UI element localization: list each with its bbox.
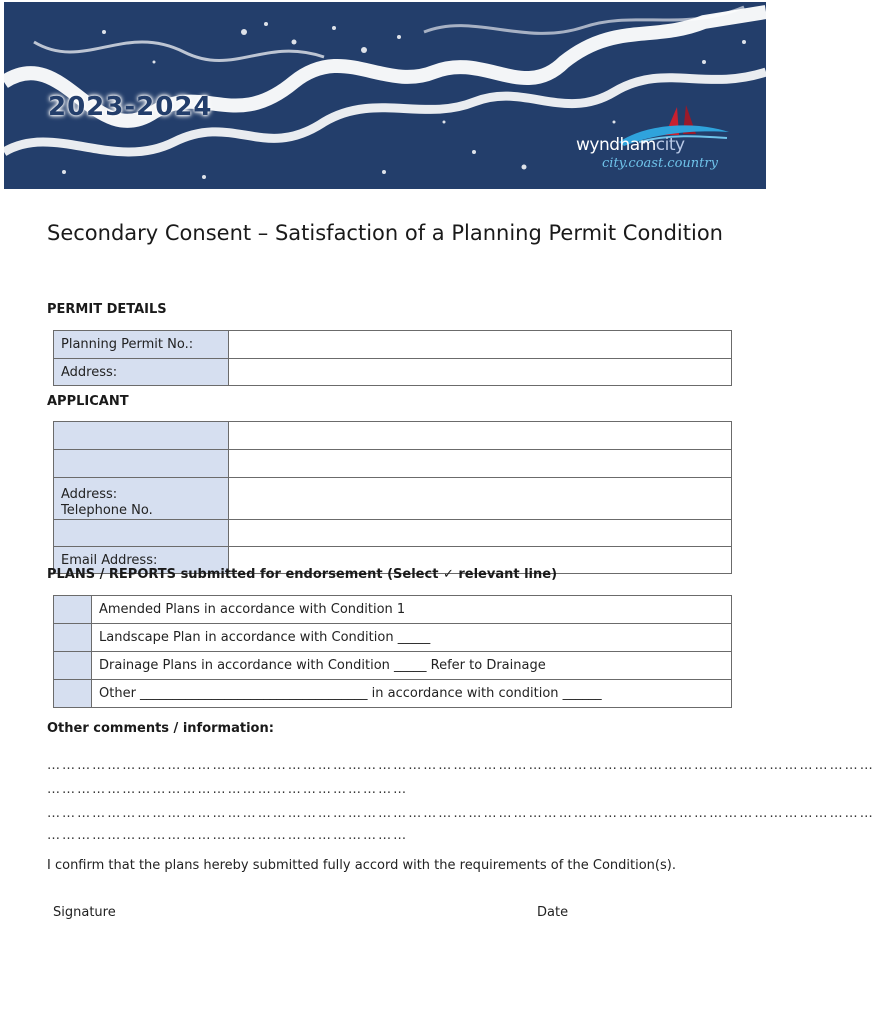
- address-label: Address:: [61, 487, 118, 502]
- table-row: [54, 422, 732, 450]
- plan-option-label: Other ___________________________________ in accordance with condition ______: [92, 680, 732, 708]
- table-row: [54, 596, 732, 624]
- wyndham-city-logo: [569, 102, 739, 182]
- plans-heading: PLANS / REPORTS submitted for endorsement (Select ✓ relevant line): [47, 567, 558, 582]
- date-label: Date: [537, 905, 569, 920]
- field-label: Planning Permit No.:: [54, 331, 229, 359]
- applicant-address-field[interactable]: [229, 478, 732, 520]
- table-row: [54, 652, 732, 680]
- comments-heading: Other comments / information:: [47, 721, 274, 736]
- table-row: [54, 450, 732, 478]
- table-row: [54, 359, 732, 386]
- field-label: [54, 478, 229, 520]
- logo-tagline: city.coast.country: [602, 156, 718, 171]
- confirmation-text: I confirm that the plans hereby submitted fully accord with the requirements of the Condition(s).: [47, 858, 676, 873]
- applicant-table: [53, 421, 732, 574]
- table-row: [54, 624, 732, 652]
- applicant-heading: APPLICANT: [47, 394, 129, 409]
- plan-option-label: Landscape Plan in accordance with Condition _____: [92, 624, 732, 652]
- plans-table: [53, 595, 732, 708]
- permit-details-heading: PERMIT DETAILS: [47, 302, 167, 317]
- plan-option-label: Drainage Plans in accordance with Condition _____ Refer to Drainage: [92, 652, 732, 680]
- select-checkbox[interactable]: [54, 596, 92, 624]
- applicant-telephone-field[interactable]: [229, 520, 732, 547]
- select-checkbox[interactable]: [54, 624, 92, 652]
- signature-label: Signature: [53, 905, 116, 920]
- select-checkbox[interactable]: [54, 652, 92, 680]
- form-title: Secondary Consent – Satisfaction of a Planning Permit Condition: [47, 221, 723, 245]
- planning-permit-no-field[interactable]: [229, 331, 732, 359]
- table-row: [54, 520, 732, 547]
- field-label: [54, 520, 229, 547]
- table-row: [54, 680, 732, 708]
- field-label: [54, 450, 229, 478]
- applicant-field-2[interactable]: [229, 450, 732, 478]
- comment-line[interactable]: …………………………………………………………………………………………………………………………………………………: [47, 806, 875, 821]
- field-label: Email Address:: [54, 547, 229, 574]
- logo-wordmark: wyndhamcity: [576, 135, 685, 155]
- table-row: [54, 331, 732, 359]
- telephone-label: Telephone No.: [61, 503, 153, 518]
- select-checkbox[interactable]: [54, 680, 92, 708]
- field-label: [54, 422, 229, 450]
- applicant-field-1[interactable]: [229, 422, 732, 450]
- permit-details-table: [53, 330, 732, 386]
- comment-line[interactable]: …………………………………………………………………………………………………………………………………………………: [47, 758, 875, 773]
- comment-line[interactable]: ………………………………………………………………: [47, 828, 409, 843]
- table-row: [54, 478, 732, 520]
- permit-address-field[interactable]: [229, 359, 732, 386]
- banner-year: 2023-2024: [48, 92, 213, 122]
- comment-line[interactable]: ………………………………………………………………: [47, 782, 409, 797]
- header-banner: [4, 2, 766, 189]
- field-label: Address:: [54, 359, 229, 386]
- plan-option-label: Amended Plans in accordance with Condition 1: [92, 596, 732, 624]
